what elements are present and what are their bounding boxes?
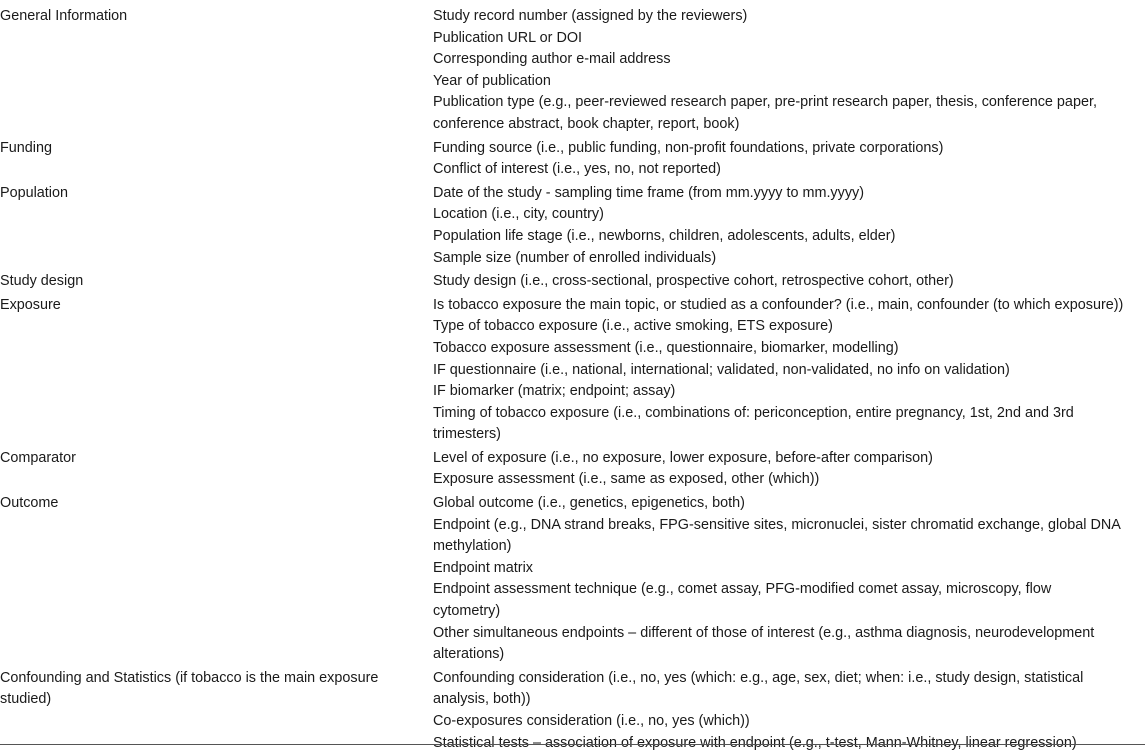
list-item: Corresponding author e-mail address bbox=[433, 51, 671, 68]
list-item: Endpoint (e.g., DNA strand breaks, FPG-sensitive sites, micronuclei, sister chromatid exchange, global DNA methylation) bbox=[433, 516, 1121, 555]
list-item: Statistical tests – association of exposure with endpoint (e.g., t-test, Mann-Whitney, linear regression) bbox=[433, 734, 1077, 751]
list-item: Publication URL or DOI bbox=[433, 29, 583, 46]
category-label: Confounding and Statistics (if tobacco is the main exposure studied) bbox=[0, 669, 379, 708]
category-label: Population bbox=[0, 184, 69, 201]
list-item: Location (i.e., city, country) bbox=[433, 206, 604, 223]
category-label: General Information bbox=[0, 8, 128, 24]
list-item: Conflict of interest (i.e., yes, no, not reported) bbox=[433, 161, 721, 178]
list-item: Co-exposures consideration (i.e., no, yes (which)) bbox=[433, 713, 750, 729]
category-label: Exposure bbox=[0, 296, 61, 313]
list-item: IF biomarker (matrix; endpoint; assay) bbox=[433, 383, 676, 400]
list-item: Tobacco exposure assessment (i.e., questionnaire, biomarker, modelling) bbox=[433, 339, 899, 356]
item-list bbox=[433, 668, 1145, 754]
list-item: Exposure assessment (i.e., same as exposed, other (which)) bbox=[433, 471, 820, 488]
list-item: Level of exposure (i.e., no exposure, lower exposure, before-after comparison) bbox=[433, 449, 933, 466]
item-list bbox=[433, 448, 1145, 491]
list-item: Endpoint matrix bbox=[433, 559, 533, 576]
extraction-table bbox=[0, 6, 1145, 756]
list-item: Sample size (number of enrolled individuals) bbox=[433, 249, 717, 266]
item-list bbox=[433, 493, 1145, 666]
table-row-funding bbox=[0, 138, 1145, 181]
list-item: Funding source (i.e., public funding, non-profit foundations, private corporations) bbox=[433, 139, 944, 156]
list-item: IF questionnaire (i.e., national, international; validated, non-validated, no info on validation) bbox=[433, 361, 1010, 378]
table-row-confounding-statistics bbox=[0, 668, 1145, 754]
list-item: Publication type (e.g., peer-reviewed research paper, pre-print research paper, thesis, conference paper, conference abstract, book chapter, report, book) bbox=[433, 94, 1097, 132]
list-item: Study design (i.e., cross-sectional, prospective cohort, retrospective cohort, other) bbox=[433, 273, 954, 290]
table-row-population bbox=[0, 183, 1145, 269]
list-item: Global outcome (i.e., genetics, epigenetics, both) bbox=[433, 495, 745, 512]
table-row-outcome bbox=[0, 493, 1145, 666]
list-item: Endpoint assessment technique (e.g., comet assay, PFG-modified comet assay, microscopy, flow cytometry) bbox=[433, 581, 1052, 620]
item-list bbox=[433, 271, 1145, 293]
category-label: Study design bbox=[0, 273, 84, 290]
table-row-general-information bbox=[0, 6, 1145, 136]
list-item: Year of publication bbox=[433, 72, 551, 89]
category-label: Outcome bbox=[0, 495, 59, 512]
table-row-comparator bbox=[0, 448, 1145, 491]
item-list bbox=[433, 138, 1145, 181]
list-item: Study record number (assigned by the reviewers) bbox=[433, 8, 748, 24]
list-item: Is tobacco exposure the main topic, or studied as a confounder? (i.e., main, confounder (to which exposure)) bbox=[433, 296, 1124, 313]
table-bottom-rule bbox=[0, 744, 1145, 745]
list-item: Date of the study - sampling time frame (from mm.yyyy to mm.yyyy) bbox=[433, 184, 865, 201]
list-item: Type of tobacco exposure (i.e., active smoking, ETS exposure) bbox=[433, 318, 833, 335]
item-list bbox=[433, 183, 1145, 269]
list-item: Timing of tobacco exposure (i.e., combinations of: periconception, entire pregnancy, 1st, 2nd and 3rd trimesters) bbox=[433, 404, 1074, 443]
list-item: Other simultaneous endpoints – different of those of interest (e.g., asthma diagnosis, neurodevelopment alterations) bbox=[433, 624, 1095, 663]
item-list bbox=[433, 295, 1145, 446]
table-row-study-design bbox=[0, 271, 1145, 293]
item-list bbox=[433, 6, 1145, 136]
list-item: Population life stage (i.e., newborns, children, adolescents, adults, elder) bbox=[433, 227, 896, 244]
category-label: Comparator bbox=[0, 449, 76, 466]
category-label: Funding bbox=[0, 139, 53, 156]
table-row-exposure bbox=[0, 295, 1145, 446]
list-item: Confounding consideration (i.e., no, yes (which: e.g., age, sex, diet; when: i.e., study design, statistical analysis, both)) bbox=[433, 669, 1084, 708]
